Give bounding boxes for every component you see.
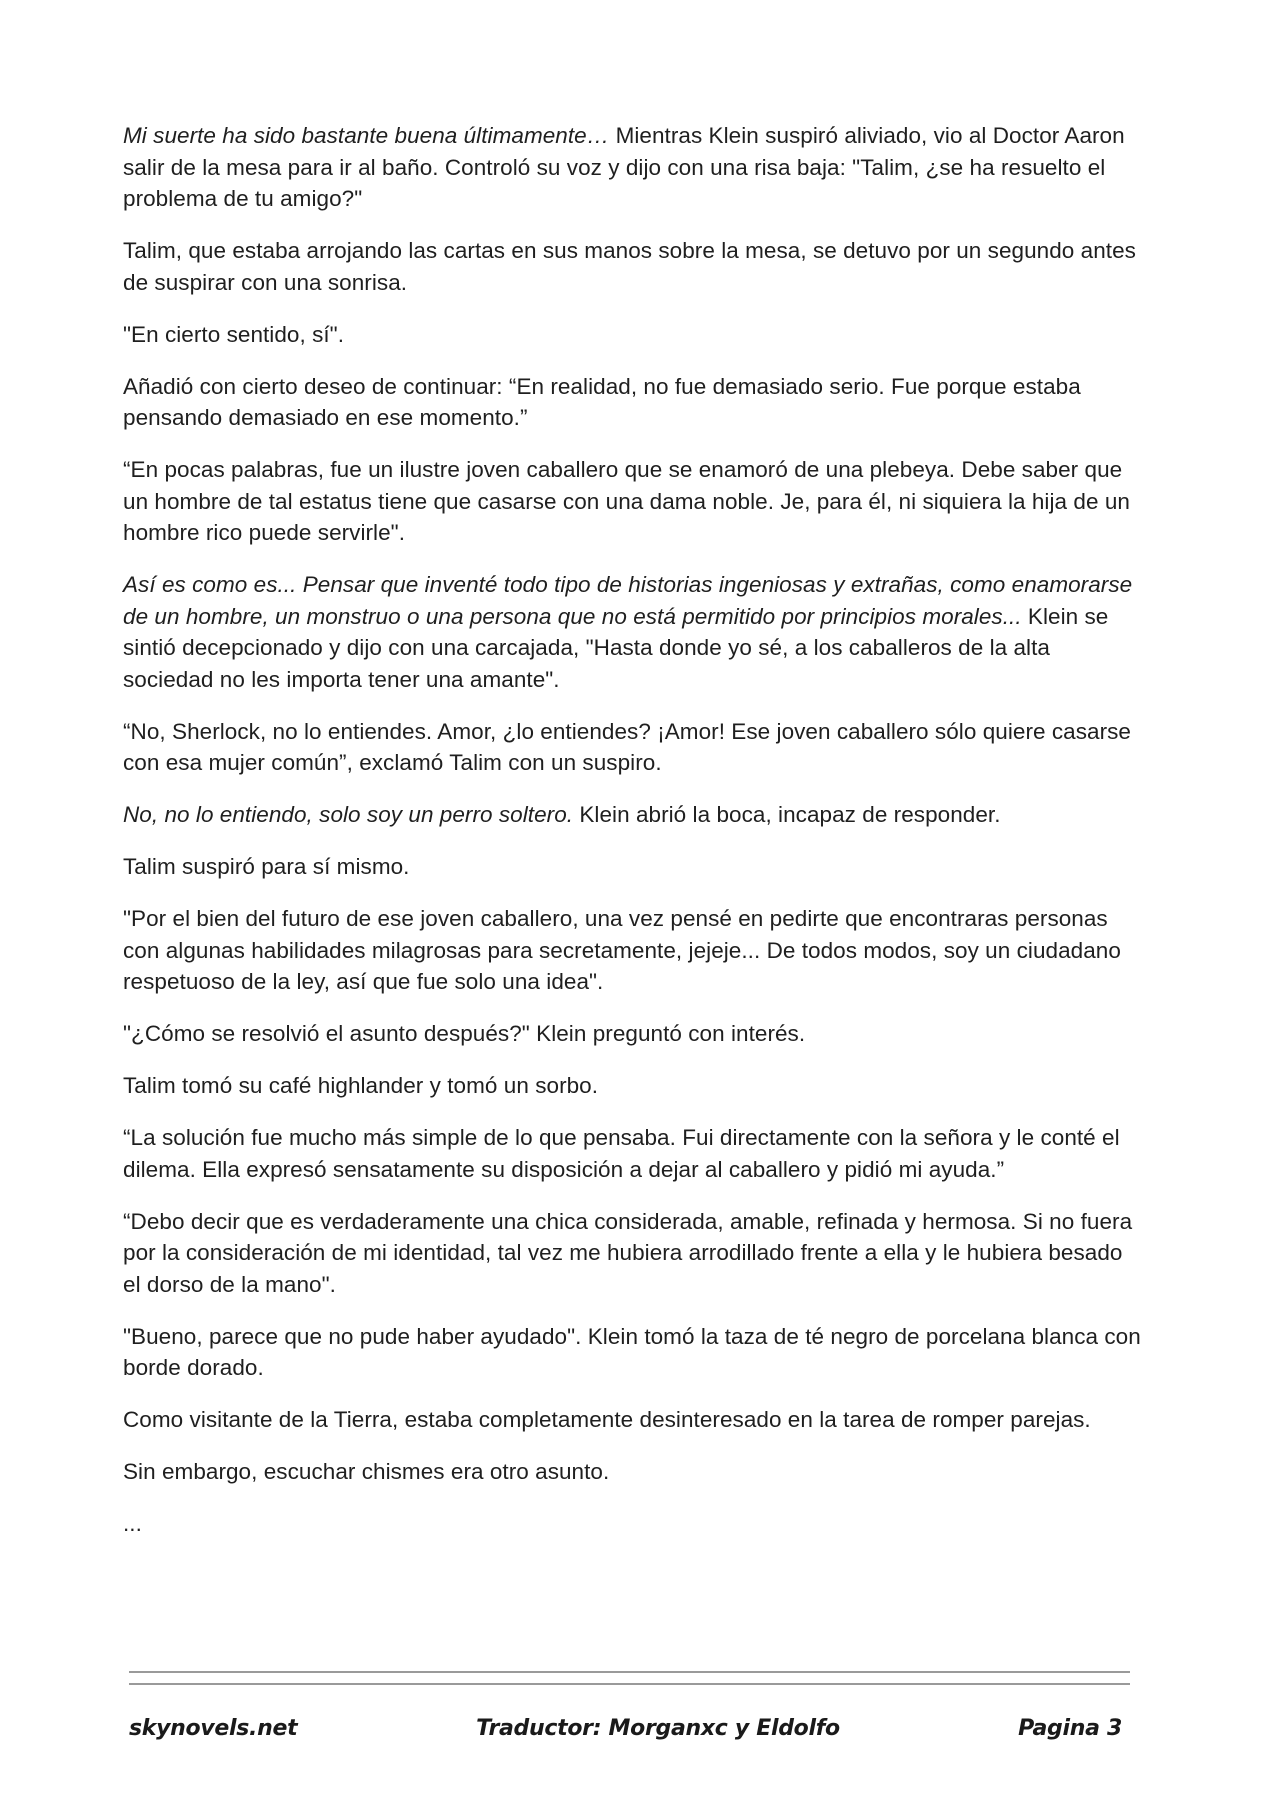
paragraph [123, 851, 1143, 883]
paragraph [123, 1508, 1143, 1540]
footer-translator: Traductor: Morganxc y Eldolfo [476, 1716, 840, 1741]
paragraph-text: “No, Sherlock, no lo entiendes. Amor, ¿lo entiendes? ¡Amor! Ese joven caballero sólo quiere casarse con esa mujer común”, exclamó Talim con un suspiro. [123, 718, 1131, 775]
paragraph [123, 235, 1143, 298]
paragraph [123, 569, 1143, 695]
paragraph [123, 319, 1143, 351]
paragraph-text: Talim suspiró para sí mismo. [123, 854, 410, 879]
paragraph [123, 1321, 1143, 1384]
paragraph [123, 1122, 1143, 1185]
paragraph-text: “La solución fue mucho más simple de lo que pensaba. Fui directamente con la señora y le conté el dilema. Ella expresó sensatamente su disposición a dejar al caballero y pidió mi ayuda.” [123, 1125, 1120, 1182]
paragraph [123, 120, 1143, 215]
paragraph [123, 903, 1143, 998]
footer-divider-bottom [129, 1683, 1130, 1685]
footer-site: skynovels.net [129, 1716, 298, 1741]
paragraph-text: ... [123, 1511, 142, 1536]
paragraph-text: "En cierto sentido, sí". [123, 321, 345, 347]
paragraph-text: Sin embargo, escuchar chismes era otro asunto. [123, 1459, 610, 1484]
paragraph-text: “Debo decir que es verdaderamente una chica considerada, amable, refinada y hermosa. Si no fuera por la consideración de mi identidad, tal vez me hubiera arrodillado frente a ella y le hubiera besado el dorso de la mano". [123, 1208, 1133, 1297]
paragraph [123, 716, 1143, 779]
paragraph [123, 1404, 1143, 1436]
paragraph [123, 454, 1143, 549]
paragraph-text: Como visitante de la Tierra, estaba completamente desinteresado en la tarea de romper parejas. [123, 1407, 1091, 1432]
footer-page-number: Pagina 3 [1018, 1716, 1122, 1741]
body-text [123, 120, 1143, 1560]
paragraph-italic-text: No, no lo entiendo, solo soy un perro soltero. [123, 802, 574, 827]
paragraph-text: Klein abrió la boca, incapaz de responder. [573, 802, 1001, 827]
paragraph-text: Talim, que estaba arrojando las cartas en sus manos sobre la mesa, se detuvo por un segundo antes de suspirar con una sonrisa. [123, 238, 1136, 295]
paragraph-text: "Bueno, parece que no pude haber ayudado". Klein tomó la taza de té negro de porcelana blanca con borde dorado. [123, 1323, 1141, 1380]
paragraph [123, 1070, 1143, 1102]
paragraph [123, 799, 1143, 831]
paragraph-text: Mientras Klein suspiró aliviado, vio al Doctor Aaron salir de la mesa para ir al baño. Controló su voz y dijo con una risa baja: "Talim, ¿se ha resuelto el problema de tu amigo?" [123, 123, 1125, 211]
paragraph-text: "¿Cómo se resolvió el asunto después?" Klein preguntó con interés. [123, 1021, 806, 1046]
paragraph-text: Klein se sintió decepcionado y dijo con una carcajada, "Hasta donde yo sé, a los caballeros de la alta sociedad no les importa tener una amante". [123, 603, 1109, 692]
paragraph [123, 1456, 1143, 1488]
paragraph-text: "Por el bien del futuro de ese joven caballero, una vez pensé en pedirte que encontraras personas con algunas habilidades milagrosas para secretamente, jejeje... De todos modos, soy un ciudadano respetuoso de la ley, así que fue solo una idea". [123, 906, 1121, 994]
paragraph-text: Añadió con cierto deseo de continuar: “En realidad, no fue demasiado serio. Fue porque estaba pensando demasiado en ese momento.” [123, 373, 1081, 430]
paragraph [123, 1018, 1143, 1050]
paragraph-text: Talim tomó su café highlander y tomó un sorbo. [123, 1073, 599, 1098]
paragraph-text: “En pocas palabras, fue un ilustre joven caballero que se enamoró de una plebeya. Debe saber que un hombre de tal estatus tiene que casarse con una dama noble. Je, para él, ni siquiera la hija de un hombre rico puede servirle". [123, 457, 1130, 545]
footer-divider-top [129, 1671, 1130, 1673]
paragraph-italic-text: Así es como es... Pensar que inventé todo tipo de historias ingeniosas y extrañas, como enamorarse de un hombre, un monstruo o una persona que no está permitido por principios morales... [123, 572, 1133, 629]
paragraph [123, 1206, 1143, 1301]
paragraph [123, 371, 1143, 434]
paragraph-italic-text: Mi suerte ha sido bastante buena últimamente… [123, 123, 610, 148]
